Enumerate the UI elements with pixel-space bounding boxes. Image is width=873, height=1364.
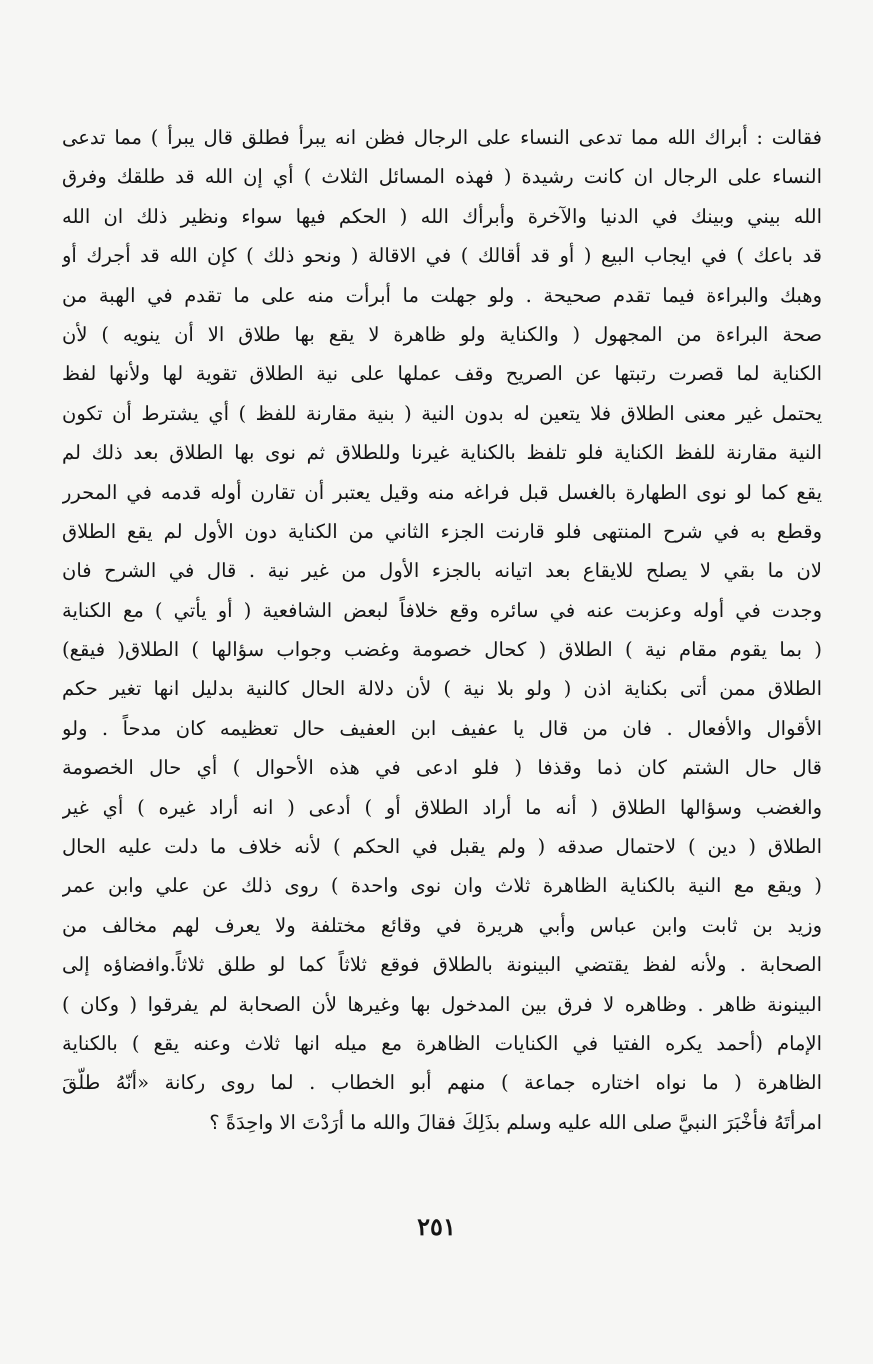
text-line: لان ما بقي لا يصلح للايقاع بعد اتيانه بالجزء الأول من غير نية . قال في الشرح فان (62, 559, 822, 583)
page-body-text (62, 118, 822, 1142)
text-line: الأقوال والأفعال . فان من قال يا عفيف ابن العفيف حال تعظيمه كان مدحاً . ولو (62, 716, 822, 740)
text-line: الظاهرة ( ما نواه اختاره جماعة ) منهم أبو الخطاب . لما روى ركانة «أنّهُ طلّقَ (62, 1071, 822, 1095)
text-line: والغضب وسؤالها الطلاق ( أنه ما أراد الطلاق أو ) أدعى ( انه أراد غيره ) أي غير (62, 795, 822, 819)
text-line: يحتمل غير معنى الطلاق فلا يتعين له بدون النية ( بنية مقارنة للفظ ) أي يشترط أن تكون (62, 401, 822, 425)
text-line: صحة البراءة من المجهول ( والكناية ولو ظاهرة لا يقع بها طلاق الا أن ينويه ) لأن (62, 322, 822, 346)
text-line: يقع كما لو نوى الطهارة بالغسل قبل فراغه منه وقيل يعتبر أن تقارن أوله قدمه في المحرر (62, 480, 822, 504)
text-line: البينونة ظاهر . وظاهره لا فرق بين المدخول بها وغيرها لأن الصحابة لم يفرقوا ( وكان ) (62, 992, 822, 1016)
text-line: الكناية لما قصرت رتبتها عن الصريح وقف عملها على نية الطلاق تقوية لها ولأنها لفظ (62, 362, 822, 386)
page-number: ٢٥١ (417, 1212, 456, 1241)
text-line: ( ويقع مع النية بالكناية الظاهرة ثلاث وان نوى واحدة ) روى ذلك عن علي وابن عمر (62, 874, 822, 898)
text-line: وقطع به في شرح المنتهى فلو قارنت الجزء الثاني من الكناية دون الأول لم يقع الطلاق (62, 519, 822, 543)
text-line: الصحابة . ولأنه لفظ يقتضي البينونة بالطلاق فوقع ثلاثاً كما لو طلق ثلاثاً.وافضاؤه إلى (62, 953, 822, 977)
text-line: ( بما يقوم مقام نية ) الطلاق ( كحال خصومة وغضب وجواب سؤالها ) الطلاق( فيقع) (62, 638, 822, 662)
text-line: قد باعك ) في ايجاب البيع ( أو قد أقالك ) في الاقالة ( ونحو ذلك ) كإن الله قد أجرك أو (62, 244, 822, 268)
text-line: الله بيني وبينك في الدنيا والآخرة وأبرأك الله ( الحكم فيها سواء ونظير ذلك ان الله (62, 204, 822, 228)
text-line: النساء على الرجال ان كانت رشيدة ( فهذه المسائل الثلاث ) أي إن الله قد طلقك وفرق (62, 165, 822, 189)
text-line: قال حال الشتم كان ذما وقذفا ( فلو ادعى في هذه الأحوال ) أي حال الخصومة (62, 756, 822, 780)
text-line: امرأتَهُ فأخْبَرَ النبيَّ صلى الله عليه وسلم بذَلِكَ فقالَ والله ما أرَدْتَ الا واحِدَةً ؟ (209, 1110, 822, 1134)
text-line: النية مقارنة للفظ الكناية فلو تلفظ بالكناية غيرنا وللطلاق ثم نوى بها الطلاق بعد ذلك لم (62, 441, 822, 465)
text-line: الطلاق ( دين ) لاحتمال صدقه ( ولم يقبل في الحكم ) لأنه خلاف ما دلت عليه الحال (62, 835, 822, 859)
text-line: وجدت في أوله وعزبت عنه في سائره وقع خلافاً لبعض الشافعية ( أو يأتي ) مع الكناية (62, 598, 822, 622)
text-line: وهبك والبراءة فيما تقدم صحيحة . ولو جهلت ما أبرأت منه على ما تقدم في الهبة من (62, 283, 822, 307)
text-line: الطلاق ممن أتى بكناية اذن ( ولو بلا نية ) لأن دلالة الحال كالنية بدليل انها تغير حكم (62, 677, 822, 701)
text-line: فقالت : أبراك الله مما تدعى النساء على الرجال فظن انه يبرأ فطلق قال يبرأ ) مما تدعى (62, 126, 822, 149)
text-line: الإمام (أحمد يكره الفتيا في الكنايات الظاهرة مع ميله انها ثلاث وعنه يقع ) بالكناية (62, 1031, 822, 1055)
text-line: وزيد بن ثابت وابن عباس وأبي هريرة في وقائع مختلفة ولا يعرف لهم مخالف من (62, 913, 822, 937)
